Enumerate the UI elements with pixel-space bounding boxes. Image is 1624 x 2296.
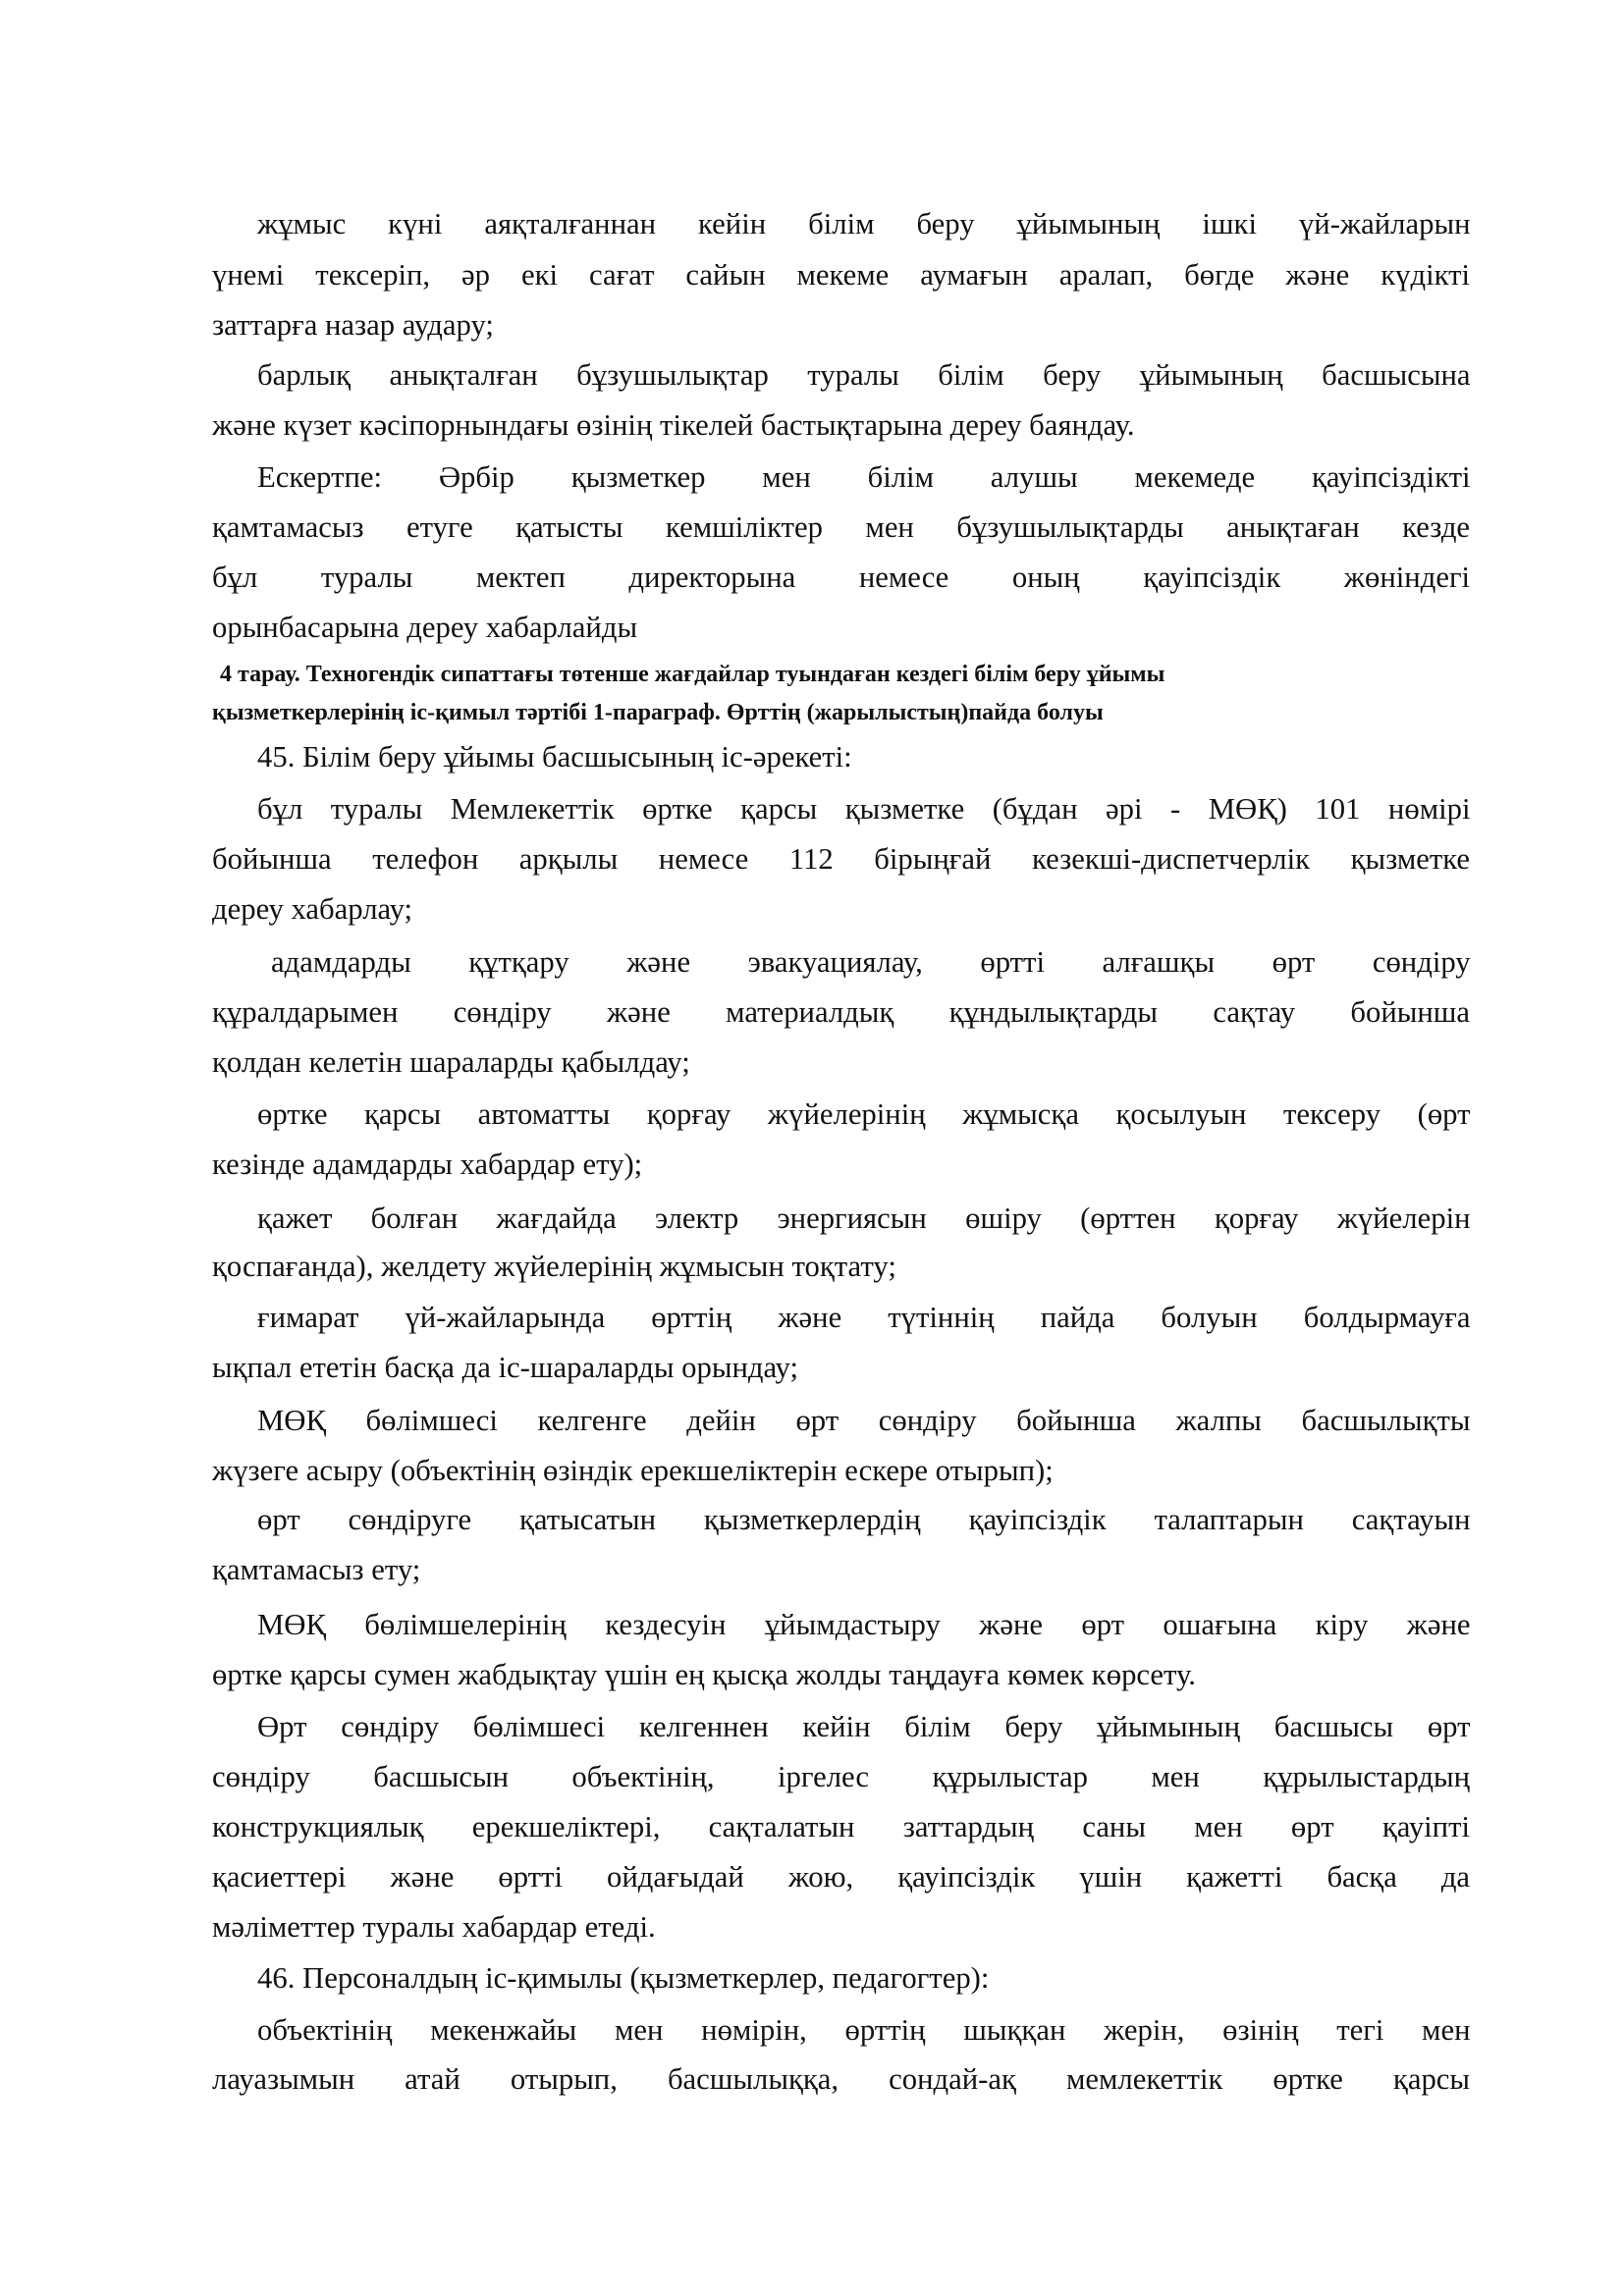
text-line: адамдарды құтқару және эвакуациялау, өртті алғашқы өрт сөндіру — [271, 944, 1471, 979]
clause-title: 45. Білім беру ұйымы басшысының іс-әрекеті: — [257, 739, 852, 774]
text-line: ықпал ететін басқа да іс-шараларды орындау; — [212, 1350, 799, 1384]
text-line: қасиеттері және өртті ойдағыдай жою, қауіпсіздік үшін қажетті басқа да — [212, 1859, 1471, 1894]
text-line: МӨҚ бөлімшесі келгенге дейін өрт сөндіру бойынша жалпы басшылықты — [257, 1403, 1471, 1437]
text-line: құралдарымен сөндіру және материалдық құндылықтарды сақтау бойынша — [212, 994, 1471, 1029]
text-line: және күзет кәсіпорнындағы өзінің тікелей бастықтарына дереу баяндау. — [212, 407, 1135, 442]
text-line: қоспағанда), желдету жүйелерінің жұмысын тоқтату; — [212, 1249, 896, 1283]
text-line: заттарға назар аудару; — [212, 307, 494, 342]
note-line: қамтамасыз етуге қатысты кемшіліктер мен бұзушылықтарды анықтаған кезде — [212, 509, 1471, 544]
clause-title: 46. Персоналдың іс-қимылы (қызметкерлер, педагогтер): — [257, 1960, 990, 1995]
text-line: қамтамасыз ету; — [212, 1552, 421, 1586]
text-line: сөндіру басшысын объектінің, іргелес құрылыстар мен құрылыстардың — [212, 1759, 1471, 1793]
text-line: МӨҚ бөлімшелерінің кездесуін ұйымдастыру және өрт ошағына кіру және — [257, 1607, 1471, 1641]
text-line: барлық анықталған бұзушылықтар туралы білім беру ұйымының басшысына — [257, 357, 1471, 392]
section-heading: қызметкерлерінің іс-қимыл тәртібі 1-параграф. Өрттің (жарылыстың)пайда болуы — [212, 700, 1104, 725]
text-line: лауазымын атай отырып, басшылыққа, сондай-ақ мемлекеттік өртке қарсы — [212, 2061, 1471, 2096]
note-line: Ескертпе: Әрбір қызметкер мен білім алушы мекемеде қауіпсіздікті — [257, 459, 1471, 494]
text-line: бұл туралы Мемлекеттік өртке қарсы қызметке (бұдан әрі - МӨҚ) 101 нөмірі — [257, 791, 1471, 826]
text-line: өртке қарсы сумен жабдықтау үшін ең қысқа жолды таңдауға көмек көрсету. — [212, 1657, 1196, 1691]
text-line: Өрт сөндіру бөлімшесі келгеннен кейін білім беру ұйымының басшысы өрт — [257, 1709, 1471, 1743]
note-line: орынбасарына дереу хабарлайды — [212, 610, 638, 644]
text-line: дереу хабарлау; — [212, 891, 413, 926]
text-line: қажет болған жағдайда электр энергиясын өшіру (өрттен қорғау жүйелерін — [257, 1201, 1471, 1235]
text-line: ғимарат үй-жайларында өрттің және түтіннің пайда болуын болдырмауға — [257, 1300, 1471, 1334]
section-heading: 4 тарау. Техногендік сипаттағы төтенше жағдайлар туындаған кездегі білім беру ұйымы — [220, 662, 1165, 687]
text-line: бойынша телефон арқылы немесе 112 бірыңғай кезекші-диспетчерлік қызметке — [212, 841, 1471, 876]
text-line: өрт сөндіруге қатысатын қызметкерлердің қауіпсіздік талаптарын сақтауын — [257, 1502, 1471, 1536]
text-line: қолдан келетін шараларды қабылдау; — [212, 1044, 690, 1079]
text-line: мәліметтер туралы хабардар етеді. — [212, 1909, 656, 1944]
text-line: жұмыс күні аяқталғаннан кейін білім беру ұйымының ішкі үй-жайларын — [257, 206, 1471, 240]
text-line: жүзеге асыру (объектінің өзіндік ерекшеліктерін ескере отырып); — [212, 1453, 1054, 1487]
text-line: кезінде адамдарды хабардар ету); — [212, 1147, 643, 1181]
text-line: объектінің мекенжайы мен нөмірін, өрттің шыққан жерін, өзінің тегі мен — [257, 2012, 1471, 2047]
text-line: үнемі тексеріп, әр екі сағат сайын мекеме аумағын аралап, бөгде және күдікті — [212, 257, 1471, 292]
text-line: өртке қарсы автоматты қорғау жүйелерінің жұмысқа қосылуын тексеру (өрт — [257, 1096, 1471, 1131]
note-line: бұл туралы мектеп директорына немесе оның қауіпсіздік жөніндегі — [212, 560, 1471, 594]
text-line: конструкциялық ерекшеліктері, сақталатын заттардың саны мен өрт қауіпті — [212, 1809, 1471, 1843]
